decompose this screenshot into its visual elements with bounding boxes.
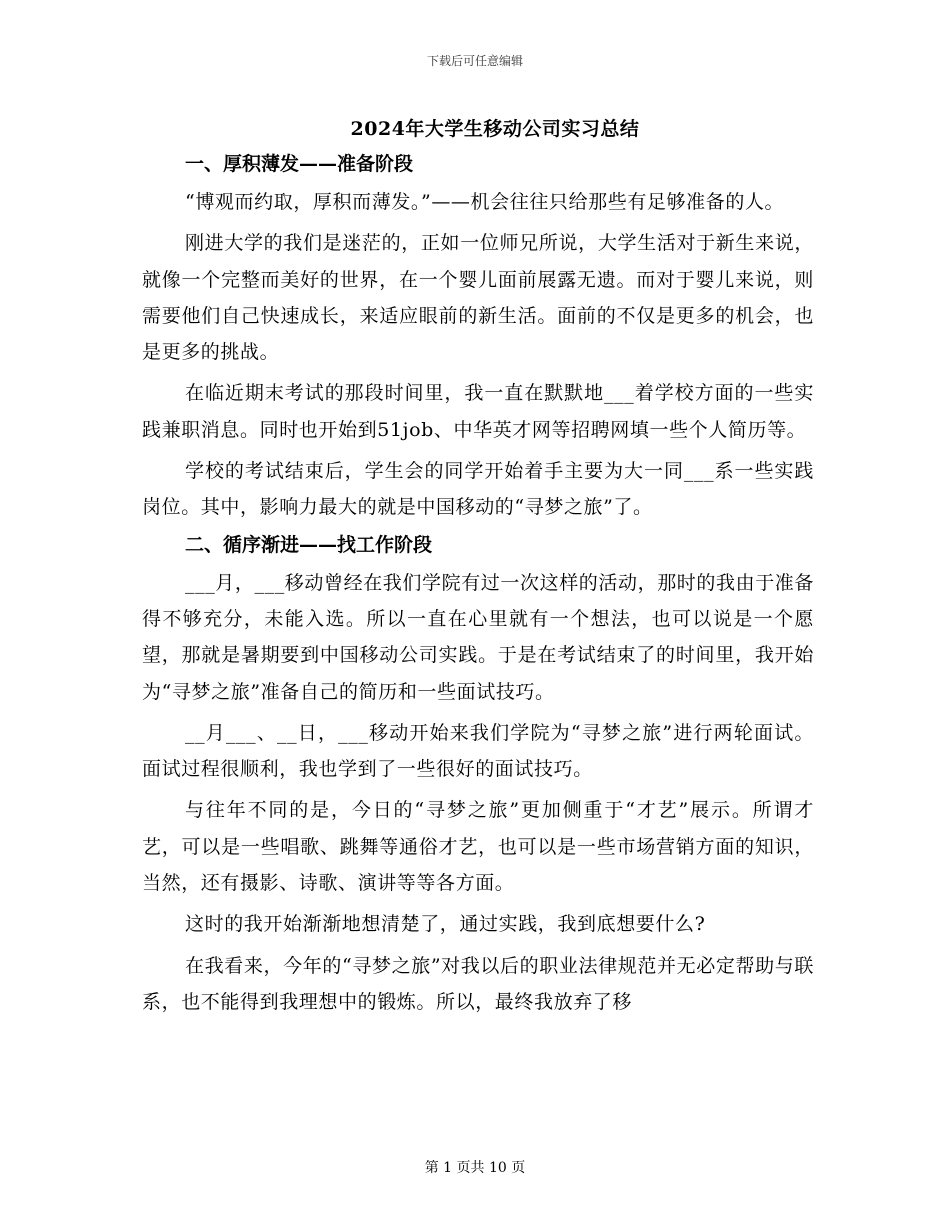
document-title: 2024年大学生移动公司实习总结 [350, 118, 640, 140]
page-number: 第 1 页共 10 页 [424, 1160, 526, 1176]
section-heading: 一、厚积薄发——准备阶段 [185, 153, 414, 175]
paragraph: 与往年不同的是，今日的“寻梦之旅”更加侧重于“才艺”展示。所谓才艺，可以是一些唱歌、跳舞等通俗才艺，也可以是一些市场营销方面的知识，当然，还有摄影、诗歌、演讲等等各方面。 [142, 799, 814, 895]
section-preparation [142, 150, 814, 526]
section-job-search [142, 531, 814, 1021]
paragraph: __月___、__日，___移动开始来我们学院为“寻梦之旅”进行两轮面试。面试过程很顺利，我也学到了一些很好的面试技巧。 [142, 721, 814, 781]
paragraph: 这时的我开始渐渐地想清楚了，通过实践，我到底想要什么? [185, 913, 706, 936]
page-header-note: 下载后可任意编辑 [426, 54, 523, 68]
paragraph: “博观而约取，厚积而薄发。”——机会往往只给那些有足够准备的人。 [185, 191, 785, 213]
paragraph: 刚进大学的我们是迷茫的，正如一位师兄所说，大学生活对于新生来说，就像一个完整而美好的世界，在一个婴儿面前展露无遗。而对于婴儿来说，则需要他们自己快速成长，来适应眼前的新生活。面前的不仅是更多的机会，也是更多的挑战。 [142, 232, 814, 364]
paragraph: ___月，___移动曾经在我们学院有过一次这样的活动，那时的我由于准备得不够充分，未能入选。所以一直在心里就有一个想法，也可以说是一个愿望，那就是暑期要到中国移动公司实践。于是在考试结束了的时间里，我开始为“寻梦之旅”准备自己的简历和一些面试技巧。 [142, 571, 815, 703]
paragraph: 在临近期末考试的那段时间里，我一直在默默地___着学校方面的一些实践兼职消息。同时也开始到51job、中华英才网等招聘网填一些个人简历等。 [142, 382, 814, 441]
paragraph: 学校的考试结束后，学生会的同学开始着手主要为大一同___系一些实践岗位。其中，影响力最大的就是中国移动的“寻梦之旅”了。 [142, 460, 814, 519]
section-heading: 二、循序渐进——找工作阶段 [185, 533, 433, 556]
document-body [142, 150, 814, 1025]
paragraph: 在我看来，今年的“寻梦之旅”对我以后的职业法律规范并无必定帮助与联系，也不能得到我理想中的锻炼。所以，最终我放弃了移 [142, 954, 814, 1013]
